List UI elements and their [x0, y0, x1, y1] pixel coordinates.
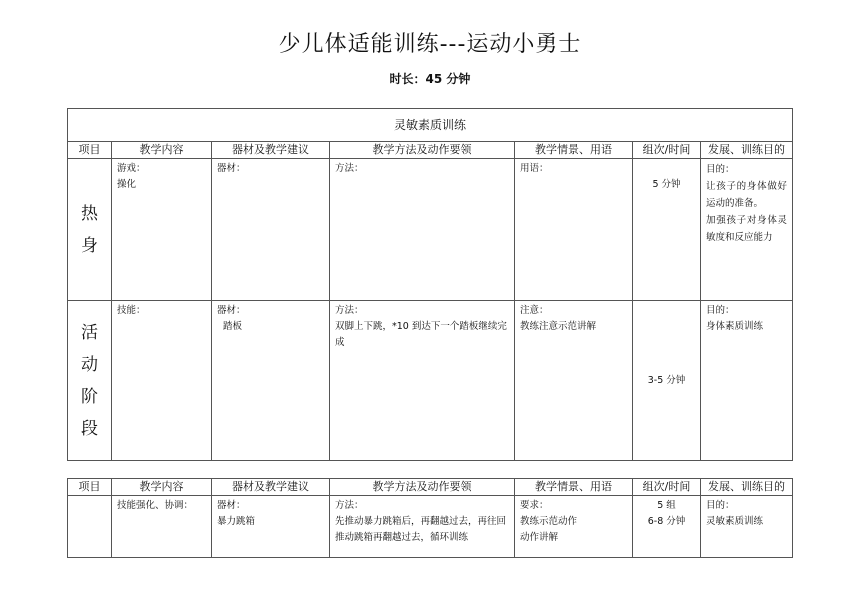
header-equipment: 器材及教学建议: [212, 142, 330, 159]
table-row: [68, 301, 793, 461]
content-cell: 游戏： 操化: [117, 163, 146, 190]
header-scenario: 教学情景、用语: [515, 142, 633, 159]
training-table-2: [67, 478, 793, 558]
purpose-cell: 目的： 灵敏素质训练: [706, 500, 764, 527]
header-project: 项目: [68, 142, 112, 159]
purpose-cell: 目的： 让孩子的身体做好运动的准备。 加强孩子对身体灵敏度和反应能力: [706, 164, 788, 243]
header-content: 教学内容: [112, 479, 212, 496]
header-time: 组次/时间: [633, 142, 701, 159]
content-cell: 技能强化、协调：: [117, 500, 194, 511]
table-row: [68, 159, 793, 301]
time-cell: 5 组 6-8 分钟: [647, 500, 686, 527]
duration-label: 时长：45 分钟: [389, 72, 471, 86]
time-cell: 5 分钟: [652, 179, 681, 190]
equipment-cell: 器材：: [217, 163, 246, 174]
document-title: 少儿体适能训练---运动小勇士: [278, 32, 582, 57]
header-project: 项目: [68, 479, 112, 496]
method-cell: 方法： 先推动暴力跳箱后，再翻越过去，再往回推动跳箱再翻越过去，循环训练: [335, 500, 507, 543]
project-cell: 活 动 阶 段: [68, 301, 112, 461]
scenario-cell: 要求： 教练示范动作 动作讲解: [520, 500, 578, 543]
header-purpose: 发展、训练目的: [701, 479, 793, 496]
header-time: 组次/时间: [633, 479, 701, 496]
equipment-cell: 器材： 暴力跳箱: [217, 500, 256, 527]
method-cell: 方法：: [335, 163, 364, 174]
header-scenario: 教学情景、用语: [515, 479, 633, 496]
header-purpose: 发展、训练目的: [701, 142, 793, 159]
scenario-cell: 用语：: [520, 163, 549, 174]
purpose-cell: 目的： 身体素质训练: [706, 305, 764, 332]
header-method: 教学方法及动作要领: [330, 479, 515, 496]
section-title: 灵敏素质训练: [68, 109, 793, 142]
equipment-cell: 器材： 踏板: [217, 305, 246, 332]
scenario-cell: 注意： 教练注意示范讲解: [520, 305, 597, 332]
header-content: 教学内容: [112, 142, 212, 159]
table-row: [68, 496, 793, 558]
content-cell: 技能：: [117, 305, 146, 316]
project-cell: 热 身: [68, 159, 112, 301]
training-table-1: [67, 108, 793, 461]
header-method: 教学方法及动作要领: [330, 142, 515, 159]
project-cell: [68, 496, 112, 558]
header-equipment: 器材及教学建议: [212, 479, 330, 496]
method-cell: 方法： 双脚上下跳，*10 到达下一个踏板继续完成: [335, 305, 507, 348]
time-cell: 3-5 分钟: [647, 374, 686, 386]
